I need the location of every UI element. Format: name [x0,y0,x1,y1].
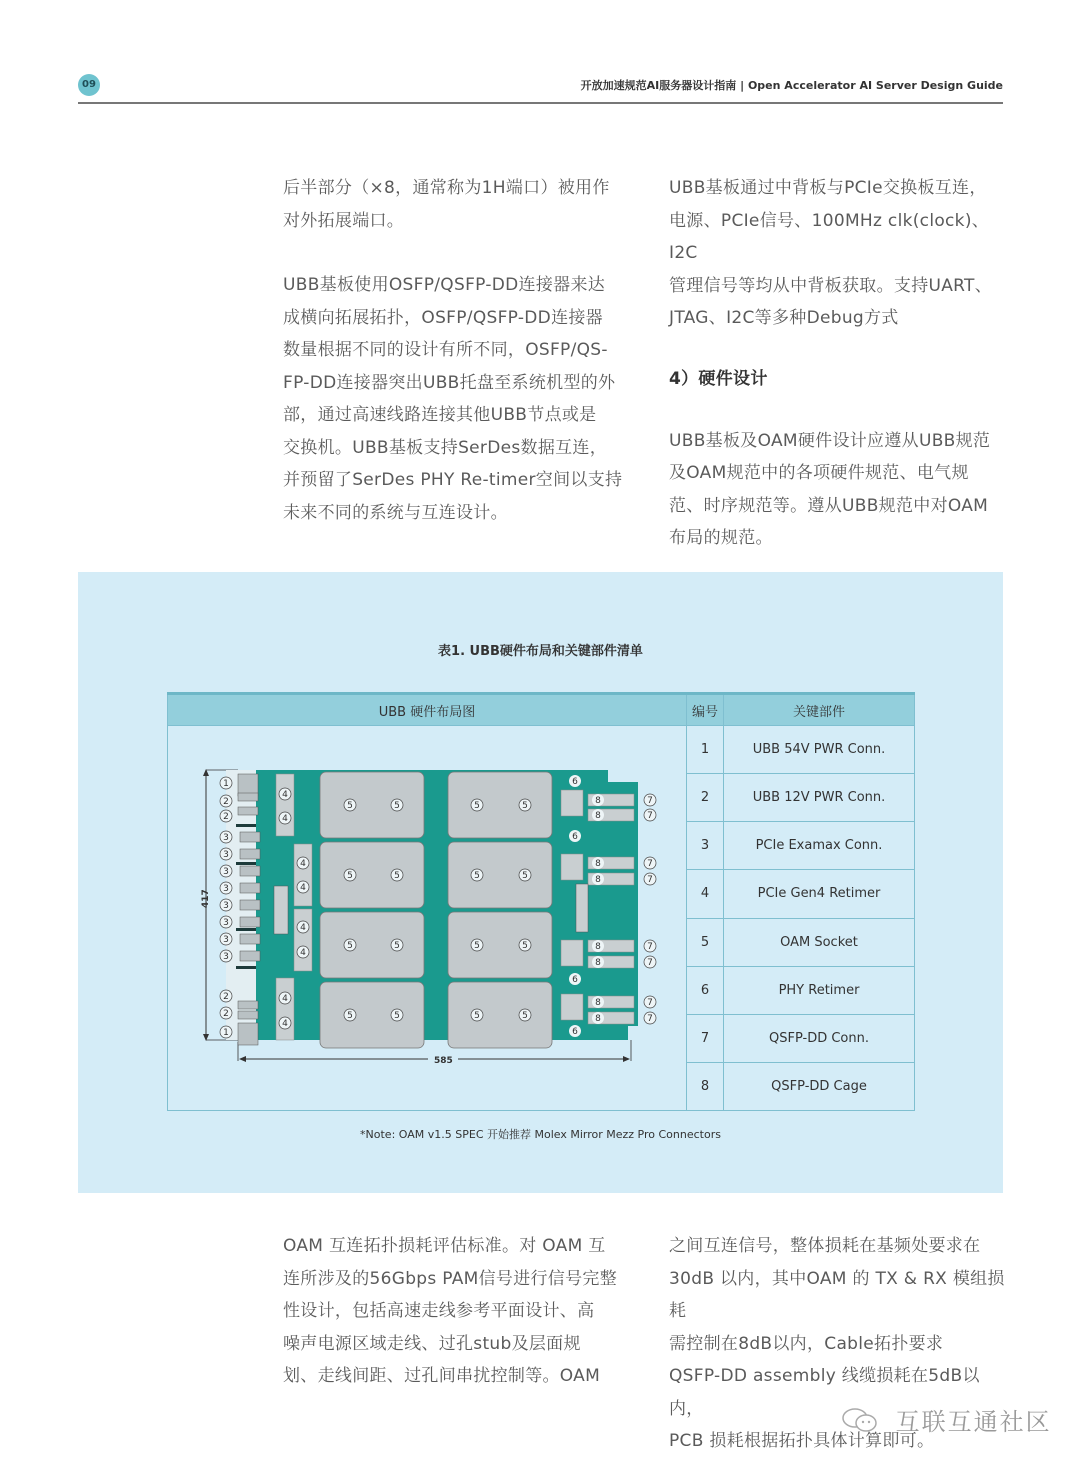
text-line: 管理信号等均从中背板获取。支持UART、 [669,275,993,296]
svg-text:4: 4 [282,994,288,1004]
svg-text:5: 5 [394,871,400,881]
svg-text:2: 2 [223,812,229,822]
svg-text:3: 3 [223,833,229,843]
svg-text:5: 5 [474,1011,480,1021]
svg-text:3: 3 [223,850,229,860]
text-line: 之间互连信号，整体损耗在基频处要求在 [669,1236,981,1256]
header-number: 编号 [687,694,724,726]
row-number: 2 [687,774,724,822]
table-note: *Note: OAM v1.5 SPEC 开始推荐 Molex Mirror Mezz Pro Connectors [360,1128,721,1141]
text-line: 未来不同的系统与互连设计。 [283,502,508,523]
table-panel [78,572,1003,1193]
row-part: PCIe Gen4 Retimer [724,870,915,918]
text-line: 范、时序规范等。遵从UBB规范中对OAM [669,495,989,516]
svg-text:5: 5 [474,941,480,951]
svg-text:8: 8 [595,958,601,968]
svg-text:6: 6 [572,975,578,985]
svg-text:8: 8 [595,796,601,806]
row-part: UBB 12V PWR Conn. [724,774,915,822]
header-part: 关键部件 [724,694,915,726]
svg-text:7: 7 [647,998,653,1008]
svg-text:4: 4 [282,814,288,824]
text-line: UBB基板使用OSFP/QSFP-DD连接器来达 [283,275,606,295]
svg-text:5: 5 [522,941,528,951]
svg-text:8: 8 [595,811,601,821]
text-line: 后半部分（×8，通常称为1H端口）被用作 [283,178,610,198]
text-line: 对外拓展端口。 [283,210,405,231]
ubb-layout-diagram [168,726,687,1111]
watermark [840,1402,1052,1441]
svg-text:5: 5 [474,801,480,811]
svg-text:4: 4 [300,883,306,893]
svg-text:5: 5 [394,1011,400,1021]
text-line: OAM 互连拓扑损耗评估标准。对 OAM 互 [283,1236,606,1256]
svg-text:2: 2 [223,992,229,1002]
svg-text:7: 7 [647,796,653,806]
height-dimension: 417 [201,889,211,908]
row-number: 7 [687,1014,724,1062]
svg-text:5: 5 [394,801,400,811]
svg-text:1: 1 [223,1028,229,1038]
svg-text:3: 3 [223,884,229,894]
section-heading: 4）硬件设计 [669,368,768,389]
svg-text:7: 7 [647,875,653,885]
svg-text:3: 3 [223,901,229,911]
text-line: 部，通过高速线路连接其他UBB节点或是 [283,405,597,425]
svg-text:6: 6 [572,1027,578,1037]
text-line: 需控制在8dB以内，Cable拓扑要求 [669,1333,944,1354]
row-number: 3 [687,822,724,870]
text-line: 数量根据不同的设计有所不同，OSFP/QS- [283,340,608,360]
svg-text:5: 5 [474,871,480,881]
svg-text:3: 3 [223,952,229,962]
row-number: 4 [687,870,724,918]
svg-text:2: 2 [223,797,229,807]
width-dimension: 585 [434,1056,453,1066]
text-line: PCB 损耗根据拓扑具体计算即可。 [669,1431,935,1451]
svg-text:7: 7 [647,859,653,869]
svg-text:6: 6 [572,777,578,787]
svg-text:5: 5 [347,871,353,881]
text-line: 电源、PCIe信号、100MHz clk(clock)、I2C [669,210,990,263]
svg-text:6: 6 [572,832,578,842]
svg-text:2: 2 [223,1009,229,1019]
text-line: 30dB 以内，其中OAM 的 TX & RX 模组损耗 [669,1268,1005,1321]
svg-text:3: 3 [223,918,229,928]
header-divider [78,102,1003,104]
table-row [168,726,915,774]
svg-text:7: 7 [647,1014,653,1024]
row-number: 6 [687,966,724,1014]
text-line: JTAG、I2C等多种Debug方式 [669,308,899,328]
row-part: PHY Retimer [724,966,915,1014]
text-line: 成横向拓展拓扑，OSFP/QSFP-DD连接器 [283,307,603,328]
bottom-left-text [283,1230,628,1393]
svg-text:8: 8 [595,859,601,869]
table-title: 表1. UBB硬件布局和关键部件清单 [438,644,643,659]
text-line: 布局的规范。 [669,528,773,548]
svg-text:5: 5 [347,801,353,811]
svg-text:7: 7 [647,958,653,968]
page-number-badge: 09 [78,74,100,96]
text-line: 连所涉及的56Gbps PAM信号进行信号完整 [283,1268,618,1289]
wechat-icon [840,1405,880,1441]
svg-text:8: 8 [595,942,601,952]
text-line: 性设计，包括高速走线参考平面设计、高 [283,1301,595,1321]
svg-text:5: 5 [522,1011,528,1021]
svg-text:3: 3 [223,867,229,877]
row-number: 8 [687,1062,724,1110]
svg-text:4: 4 [282,1019,288,1029]
svg-text:4: 4 [300,948,306,958]
right-column-text [669,172,1014,555]
row-number: 1 [687,726,724,774]
svg-text:5: 5 [522,871,528,881]
svg-text:4: 4 [282,790,288,800]
row-part: UBB 54V PWR Conn. [724,726,915,774]
svg-text:7: 7 [647,811,653,821]
text-line: FP-DD连接器突出UBB托盘至系统机型的外 [283,372,616,393]
text-line: 交换机。UBB基板支持SerDes数据互连， [283,437,608,458]
row-number: 5 [687,918,724,966]
text-line: UBB基板通过中背板与PCIe交换板互连， [669,178,987,198]
ubb-board-diagram [168,726,686,1106]
svg-text:5: 5 [522,801,528,811]
row-part: QSFP-DD Cage [724,1062,915,1110]
svg-text:5: 5 [394,941,400,951]
text-line: 并预留了SerDes PHY Re-timer空间以支持 [283,470,623,490]
row-part: QSFP-DD Conn. [724,1014,915,1062]
svg-text:8: 8 [595,1014,601,1024]
text-line: 及OAM规范中的各项硬件规范、电气规 [669,463,969,483]
text-line: QSFP-DD assembly 线缆损耗在5dB以内， [669,1366,980,1419]
ubb-parts-table [167,692,915,1111]
svg-text:4: 4 [300,923,306,933]
svg-text:7: 7 [647,942,653,952]
left-column-text [283,172,623,529]
svg-text:4: 4 [300,859,306,869]
svg-text:3: 3 [223,935,229,945]
text-line: UBB基板及OAM硬件设计应遵从UBB规范 [669,430,991,451]
svg-text:5: 5 [347,1011,353,1021]
header-layout: UBB 硬件布局图 [168,694,687,726]
text-line: 划、走线间距、过孔间串扰控制等。OAM [283,1366,601,1386]
header-title: 开放加速规范AI服务器设计指南 | Open Accelerator AI Server Design Guide [580,79,1003,92]
svg-text:8: 8 [595,875,601,885]
svg-text:8: 8 [595,998,601,1008]
watermark-text: 互联互通社区 [895,1408,1052,1436]
text-line: 噪声电源区域走线、过孔stub及层面规 [283,1333,581,1354]
row-part: OAM Socket [724,918,915,966]
svg-text:1: 1 [223,779,229,789]
row-part: PCIe Examax Conn. [724,822,915,870]
svg-text:5: 5 [347,941,353,951]
